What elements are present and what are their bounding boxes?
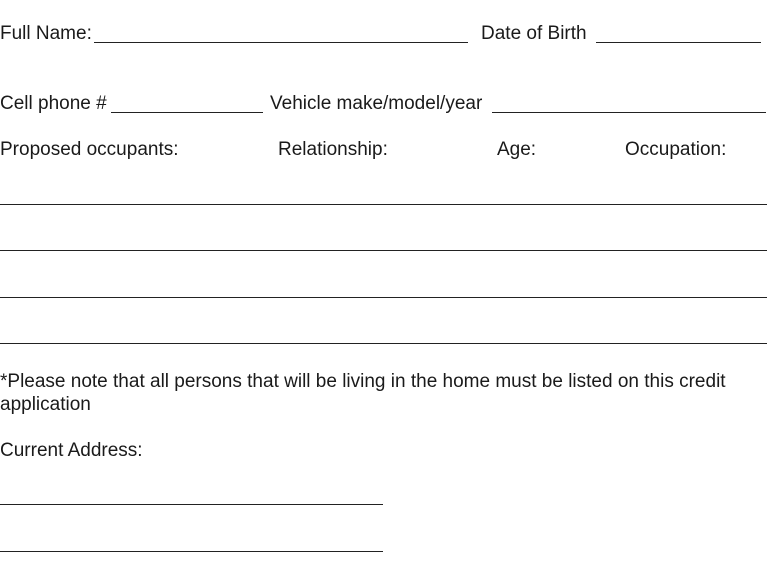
address-line-2[interactable] [0,551,383,552]
full-name-label: Full Name: [0,23,92,44]
age-header: Age: [497,139,537,160]
dob-label: Date of Birth [481,23,587,44]
vehicle-label: Vehicle make/model/year [270,93,483,114]
occupation-header: Occupation: [625,139,727,160]
vehicle-line[interactable] [492,112,766,113]
proposed-occupants-header: Proposed occupants: [0,139,179,160]
current-address-label: Current Address: [0,440,143,461]
relationship-header: Relationship: [278,139,388,160]
occupant-line-2[interactable] [0,250,767,251]
dob-line[interactable] [596,42,761,43]
full-name-line[interactable] [94,42,468,43]
occupant-line-4[interactable] [0,343,767,344]
address-line-1[interactable] [0,504,383,505]
occupant-line-1[interactable] [0,204,767,205]
occupants-note: *Please note that all persons that will be living in the home must be listed on this credit application [0,371,726,415]
occupant-line-3[interactable] [0,297,767,298]
cell-phone-line[interactable] [111,112,263,113]
cell-phone-label: Cell phone # [0,93,107,114]
